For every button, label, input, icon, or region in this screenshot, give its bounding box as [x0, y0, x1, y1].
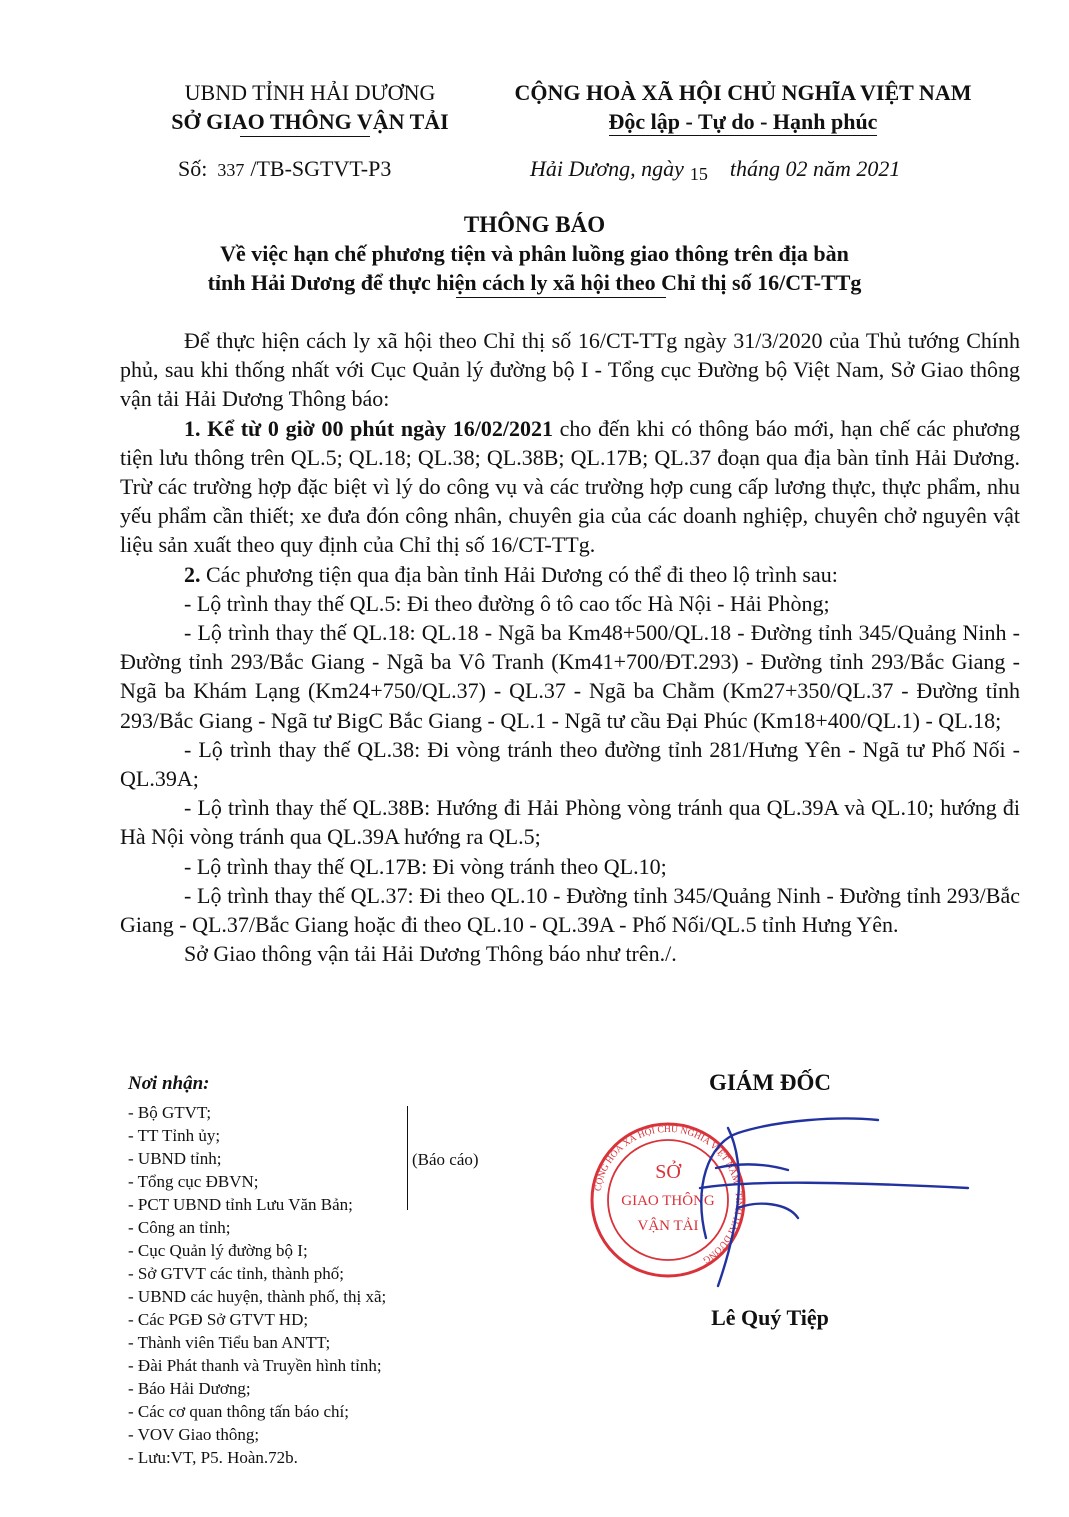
recipient-item: - Các cơ quan thông tấn báo chí; — [128, 1402, 349, 1421]
document-title — [0, 210, 1069, 297]
number-suffix: /TB-SGTVT-P3 — [250, 156, 392, 181]
recipient-item: - Cục Quản lý đường bộ I; — [128, 1241, 308, 1260]
closing-paragraph: Sở Giao thông vận tải Hải Dương Thông báo như trên./. — [184, 941, 677, 967]
recipient-item: - VOV Giao thông; — [128, 1425, 260, 1444]
route-item: - Lộ trình thay thế QL.38: Đi vòng tránh theo đường tỉnh 281/Hưng Yên - Ngã tư Phố Nối - QL.39A; — [120, 736, 1020, 792]
route-item: - Lộ trình thay thế QL.5: Đi theo đường ô tô cao tốc Hà Nội - Hải Phòng; — [184, 590, 830, 616]
recipient-item: - Lưu:VT, P5. Hoàn.72b. — [128, 1448, 298, 1467]
recipient-item: - Thành viên Tiểu ban ANTT; — [128, 1333, 331, 1352]
report-bracket — [407, 1106, 408, 1210]
issuer-name: SỞ GIAO THÔNG VẬN TẢI — [171, 109, 449, 134]
issuer-underline — [240, 136, 370, 137]
signer-name: Lê Quý Tiệp — [711, 1305, 829, 1330]
date-day: 15 — [689, 164, 708, 184]
issuer-block — [140, 78, 480, 136]
document-body — [120, 326, 1020, 968]
seal-stamp — [592, 1123, 745, 1276]
date-prefix: Hải Dương, ngày — [530, 156, 684, 181]
recipient-item: - UBND các huyện, thành phố, thị xã; — [128, 1287, 387, 1306]
title-subject-line2: tỉnh Hải Dương để thực hiện cách ly xã hội theo Chỉ thị số 16/CT-TTg — [207, 270, 862, 295]
recipient-item: - TT Tỉnh ủy; — [128, 1126, 221, 1145]
date-suffix: tháng 02 năm 2021 — [729, 156, 901, 181]
route-item: - Lộ trình thay thế QL.17B: Đi vòng tránh theo QL.10; — [184, 853, 667, 879]
recipient-item: - Tổng cục ĐBVN; — [128, 1172, 259, 1191]
p1-effective-time: 0 giờ 00 phút ngày 16/02/2021 — [267, 415, 553, 441]
recipient-item: - Bộ GTVT; — [128, 1103, 212, 1122]
title-underline — [456, 297, 666, 298]
recipient-item: - PCT UBND tỉnh Lưu Văn Bản; — [128, 1195, 353, 1214]
paragraph-2 — [120, 560, 1020, 589]
intro-paragraph: Để thực hiện cách ly xã hội theo Chỉ thị số 16/CT-TTg ngày 31/3/2020 của Thủ tướng Chính phủ, sau khi thống nhất với Cục Quản lý đường bộ I - Tổng cục Đường bộ Việt Nam, Sở Giao thông vận tải Hải Dương Thông báo: — [120, 328, 1020, 412]
paragraph-1 — [120, 414, 1020, 560]
seal-ring-text: CỘNG HOÀ XÃ HỘI CHỦ NGHĨA VIỆT NAM · TỈNH HẢI DƯƠNG — [593, 1124, 744, 1265]
report-note: (Báo cáo) — [412, 1150, 479, 1169]
route-item: - Lộ trình thay thế QL.37: Đi theo QL.10 - Đường tỉnh 345/Quảng Ninh - Đường tỉnh 293/Bắc Giang - QL.37/Bắc Giang hoặc đi theo QL.10 - QL.39A - Phố Nối/QL.5 tỉnh Hưng Yên. — [120, 882, 1020, 938]
p2-text: Các phương tiện qua địa bàn tỉnh Hải Dương có thể đi theo lộ trình sau: — [206, 561, 838, 587]
number-label: Số: — [178, 156, 208, 181]
p1-number: 1. Kể từ — [184, 415, 262, 441]
recipient-item: - Đài Phát thanh và Truyền hình tỉnh; — [128, 1356, 382, 1375]
national-motto: Độc lập - Tự do - Hạnh phúc — [608, 109, 878, 134]
recipient-item: - UBND tỉnh; — [128, 1149, 222, 1168]
seal-text-giao-thong: GIAO THÔNG — [621, 1193, 715, 1209]
signer-title: GIÁM ĐỐC — [708, 1070, 832, 1095]
seal-text-so: SỞ — [655, 1161, 681, 1183]
title-main: THÔNG BÁO — [463, 212, 606, 237]
official-seal-and-signature — [588, 1108, 980, 1293]
route-item: - Lộ trình thay thế QL.38B: Hướng đi Hải Phòng vòng tránh qua QL.39A và QL.10; hướng đi Hà Nội vòng tránh qua QL.39A hướng ra QL.5; — [120, 795, 1020, 850]
recipients-list — [128, 1072, 386, 1469]
recipient-item: - Công an tỉnh; — [128, 1218, 231, 1237]
recipients-heading: Nơi nhận: — [128, 1073, 210, 1094]
document-date — [530, 156, 900, 182]
recipient-item: - Báo Hải Dương; — [128, 1379, 251, 1398]
route-item: - Lộ trình thay thế QL.18: QL.18 - Ngã ba Km48+500/QL.18 - Đường tỉnh 345/Quảng Ninh - Đường tỉnh 293/Bắc Giang - Ngã ba Vô Tranh (Km41+700/ĐT.293) - Đường tỉnh 293/Bắc Giang - Ngã ba Khám Lạng (Km24+750/QL.37) - QL.37 - Ngã ba Chằm (Km27+350/QL.37 - Đường tỉnh 293/Bắc Giang - Ngã tư BigC Bắc Giang - QL.1 - Ngã tư cầu Đại Phúc (Km18+400/QL.1) - QL.18; — [120, 620, 1020, 733]
document-number — [178, 156, 391, 182]
title-subject-line1: Về việc hạn chế phương tiện và phân luồng giao thông trên địa bàn — [220, 241, 849, 266]
p2-number: 2. — [184, 561, 201, 587]
national-motto-block — [478, 78, 1008, 136]
seal-text-van-tai: VẬN TẢI — [637, 1218, 699, 1234]
issuer-parent: UBND TỈNH HẢI DƯƠNG — [184, 80, 436, 105]
number-value: 337 — [217, 160, 245, 180]
recipient-item: - Sở GTVT các tỉnh, thành phố; — [128, 1264, 344, 1283]
p1-text: cho đến khi có thông báo mới, hạn chế các phương tiện lưu thông trên QL.5; QL.18; QL.38; QL.38B; QL.17B; QL.37 đoạn qua địa bàn tỉnh Hải Dương. Trừ các trường hợp đặc biệt vì lý do công vụ và các trường hợp cung cấp lương thực, thực phẩm, nhu yếu phẩm cần thiết; xe đưa đón công nhân, chuyên gia của các doanh nghiệp, chuyên chở nguyên vật liệu sản xuất theo quy định của Chỉ thị số 16/CT-TTg. — [120, 415, 1021, 558]
recipient-item: - Các PGĐ Sở GTVT HD; — [128, 1310, 309, 1329]
national-title: CỘNG HOÀ XÃ HỘI CHỦ NGHĨA VIỆT NAM — [514, 80, 972, 105]
